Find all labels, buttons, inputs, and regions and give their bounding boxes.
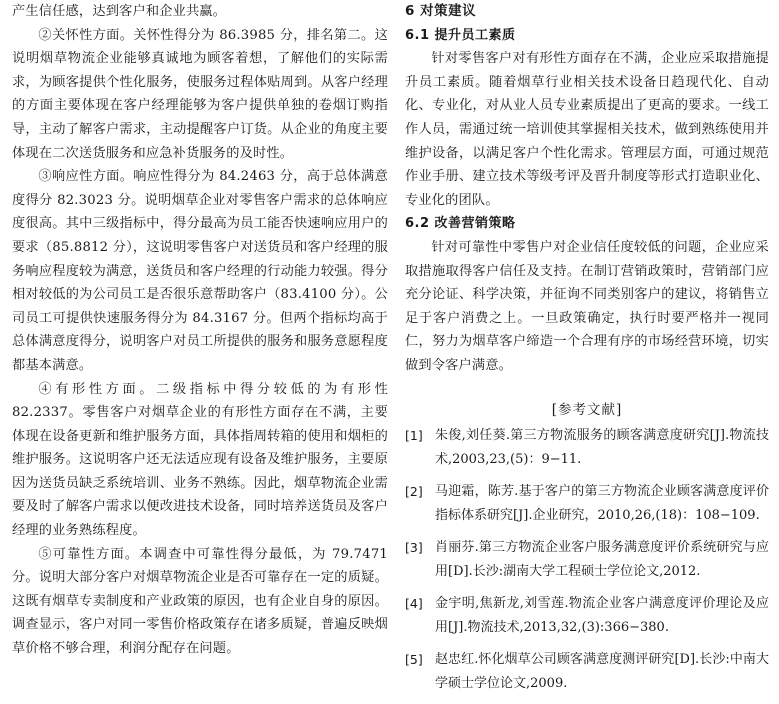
reference-text: 马迎霜，陈芳.基于客户的第三方物流企业顾客满意度评价指标体系研究[J].企业研究，2010,26,(18)：108−109. bbox=[435, 483, 769, 523]
reference-item bbox=[405, 592, 769, 641]
paragraph-trust-conclusion: 产生信任感，达到客户和企业共赢。 bbox=[12, 4, 227, 19]
reference-number: [2] bbox=[405, 483, 423, 499]
reference-number: [5] bbox=[405, 651, 423, 667]
reference-number: [4] bbox=[405, 595, 423, 611]
reference-item bbox=[405, 648, 769, 697]
subsection-heading-marketing: 6.2 改善营销策略 bbox=[405, 216, 516, 232]
paragraph-staff-quality: 针对零售客户对有形性方面存在不满，企业应采取措施提升员工素质。随着烟草行业相关技术设备日趋现代化、自动化、专业化，对从业人员专业素质提出了更高的要求。一线工作人员，需通过统一培训使其掌握相关技术，做到熟练使用并维护设备，以满足客户个性化需求。管理层方面，可通过规范作业手册、建立技术等级考评及晋升制度等形式打造职业化、专业化的团队。 bbox=[405, 51, 769, 208]
subsection-heading-staff: 6.1 提升员工素质 bbox=[405, 27, 516, 43]
reference-item bbox=[405, 536, 769, 585]
left-column bbox=[12, 0, 388, 661]
reference-number: [3] bbox=[405, 539, 423, 555]
reference-item bbox=[405, 480, 769, 529]
reference-list bbox=[405, 424, 769, 697]
right-column bbox=[405, 0, 769, 704]
paragraph-responsiveness: ③响应性方面。响应性得分为 84.2463 分，高于总体满意度得分 82.3023 分。说明烟草企业对零售客户需求的总体响应度很高。其中三级指标中，得分最高为员工能否快速响应用户的要求（85.8812 分），这说明零售客户对送货员和客户经理的服务响应程度较为满意，送货员和客户经理的行动能力较强。得分相对较低的为公司员工是否很乐意帮助客户（83.4100 分）。公司员工可提供快速服务得分为 84.3167 分。但两个指标均高于总体满意度得分，说明客户对员工所提供的服务和服务意愿程度都基本满意。 bbox=[12, 169, 388, 373]
reference-text: 赵忠红.怀化烟草公司顾客满意度测评研究[D].长沙:中南大学硕士学位论文,2009. bbox=[435, 651, 769, 691]
reference-text: 朱俊,刘任葵.第三方物流服务的顾客满意度研究[J].物流技术,2003,23,(5)：9−11. bbox=[435, 427, 769, 467]
paragraph-reliability: ⑤可靠性方面。本调查中可靠性得分最低，为 79.7471 分。说明大部分客户对烟草物流企业是否可靠存在一定的质疑。这既有烟草专卖制度和产业政策的原因，也有企业自身的原因。调查显示，客户对同一零售价格政策存在诸多质疑，普遍反映烟草价格不够合理，利润分配存在问题。 bbox=[12, 546, 388, 657]
references-heading: [参考文献] bbox=[551, 401, 623, 418]
reference-number: [1] bbox=[405, 427, 423, 443]
reference-text: 肖丽芬.第三方物流企业客户服务满意度评价系统研究与应用[D].长沙:湖南大学工程硕士学位论文,2012. bbox=[435, 539, 769, 579]
reference-item bbox=[405, 424, 769, 473]
section-heading-countermeasures: 6 对策建议 bbox=[405, 3, 477, 19]
paragraph-tangibility: ④有形性方面。二级指标中得分较低的为有形性 82.2337。零售客户对烟草企业的有形性方面存在不满，主要体现在设备更新和维护服务方面，具体指周转箱的使用和烟柜的维护服务。这说明客户还无法适应现有设备及维护服务，主要原因为送货员缺乏系统培训、业务不熟练。因此，烟草物流企业需要及时了解客户需求以便改进技术设备，同时培养送货员及客户经理的业务熟练程度。 bbox=[12, 381, 388, 539]
paragraph-care: ②关怀性方面。关怀性得分为 86.3985 分，排名第二。这说明烟草物流企业能够真诚地为顾客着想，了解他们的实际需求，为顾客提供个性化服务，使服务过程体贴周到。从客户经理的方面主要体现在客户经理能够为客户提供单独的卷烟订购指导，主动了解客户需求，主动提醒客户订货。从企业的角度主要体现在二次送货服务和应急补货服务的及时性。 bbox=[12, 27, 388, 161]
paragraph-marketing: 针对可靠性中零售户对企业信任度较低的问题，企业应采取措施取得客户信任及支持。在制订营销政策时，营销部门应充分论证、科学决策，并征询不同类别客户的建议，将销售立足于客户消费之上。一旦政策确定，执行时要严格并一视同仁，努力为烟草客户缔造一个合理有序的市场经营环境，切实做到令客户满意。 bbox=[405, 239, 769, 373]
reference-text: 金宇明,焦新龙,刘雪莲.物流企业客户满意度评价理论及应用[J].物流技术,2013,32,(3):366−380. bbox=[435, 595, 769, 635]
